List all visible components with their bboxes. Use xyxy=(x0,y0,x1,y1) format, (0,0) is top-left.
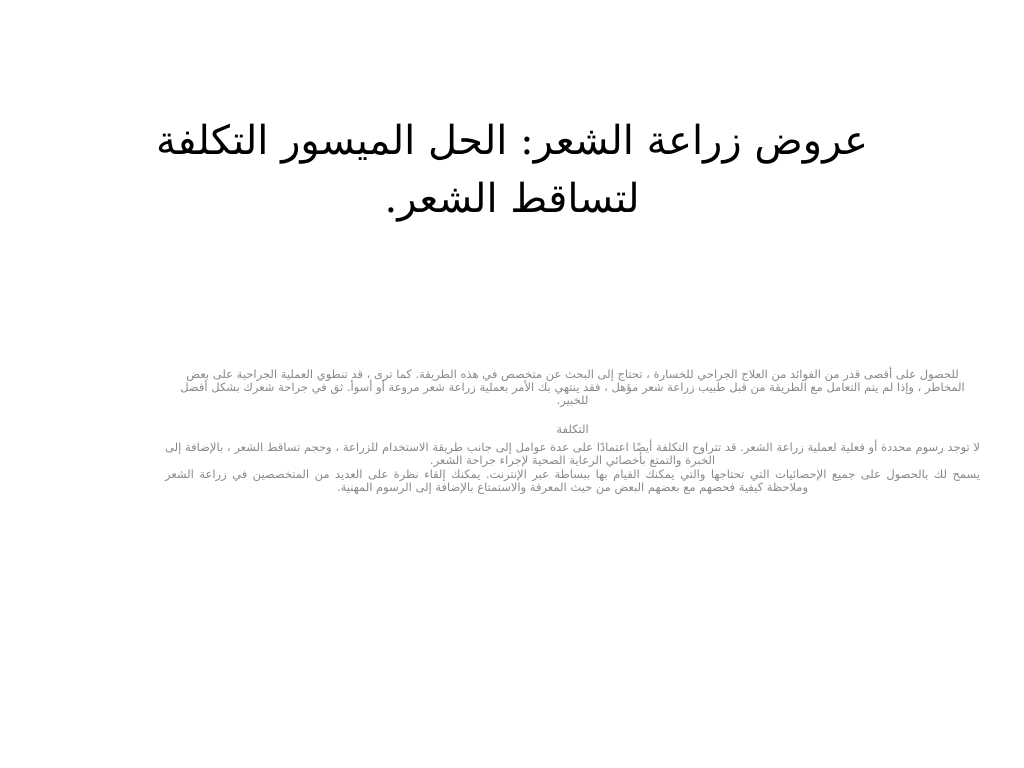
slide-title: عروض زراعة الشعر: الحل الميسور التكلفة لتساقط الشعر. xyxy=(155,118,869,222)
slide-body xyxy=(165,368,980,493)
body-heading-cost: التكلفة xyxy=(556,422,589,437)
body-paragraph-intro: للحصول على أقصى قدر من الفوائد من العلاج الجراحي للخسارة ، تحتاج إلى البحث عن متخصص في هذه الطريقة. كما ترى ، قد تنطوي العملية الجراحية على بعض المخاطر ، وإذا لم يتم التعامل مع الطريقة من قبل طبيب زراعة شعر مؤهل ، فقد ينتهي بك الأمر بعملية زراعة شعر مروعة أو أسوأ. ثق في جراحة شعرك بشكل أفضل للخبير. xyxy=(180,367,965,407)
body-paragraph-research: يسمح لك بالحصول على جميع الإحصائيات التي تحتاجها والتي يمكنك القيام بها ببساطة عبر الإنترنت. يمكنك إلقاء نظرة على العديد من المتخصصين في زراعة الشعر وملاحظة كيفية فحصهم مع بعضهم البعض من حيث المعرفة والاستمتاع بالإضافة إلى الرسوم المهنية. xyxy=(165,466,980,494)
body-paragraph-cost: لا توجد رسوم محددة أو فعلية لعملية زراعة الشعر. قد تتراوح التكلفة أيضًا اعتمادًا على عدة عوامل إلى جانب طريقة الاستخدام للزراعة ، وحجم تساقط الشعر ، بالإضافة إلى الخبرة والتمتع بأخصائي الرعاية الصحية لإجراء جراحة الشعر. xyxy=(165,440,980,467)
